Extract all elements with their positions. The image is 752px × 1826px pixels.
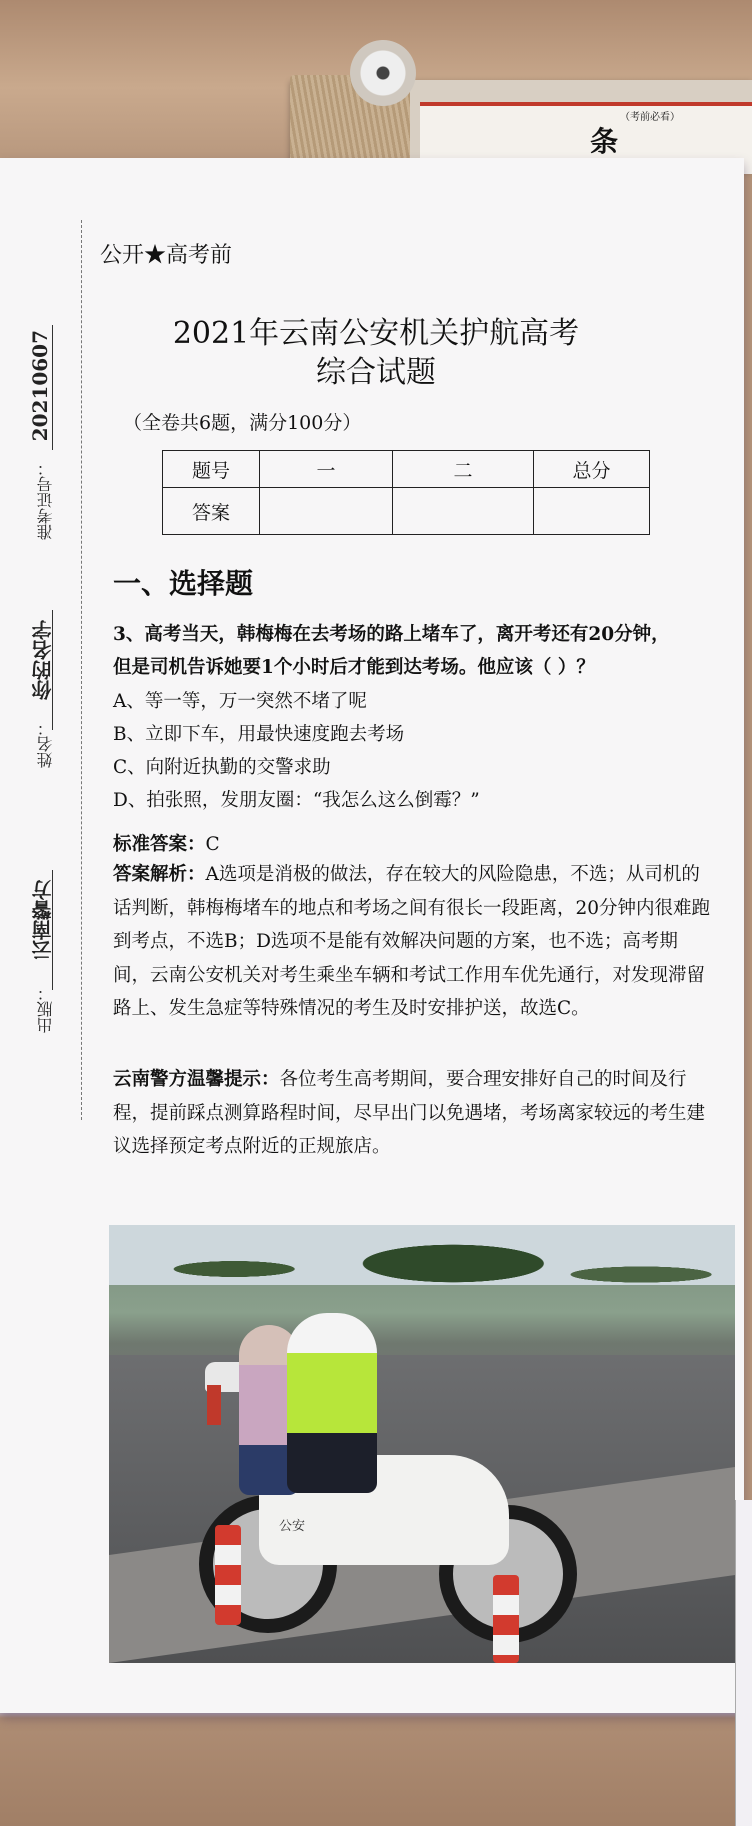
exam-id-value: 20210607 — [28, 330, 52, 442]
photo-police-rider — [287, 1313, 377, 1493]
tip-label: 云南警方温馨提示： — [113, 1069, 280, 1090]
exam-title: 2021年云南公安机关护航高考 — [172, 316, 580, 351]
exam-id-label: 准考证号： — [36, 460, 55, 540]
analysis-label: 答案解析： — [113, 864, 206, 885]
standard-answer — [113, 830, 220, 856]
publisher-label: 出版： — [36, 985, 55, 1033]
photo-bollard — [215, 1525, 241, 1625]
section-title: 一、选择题 — [113, 567, 254, 600]
answer-cell — [534, 488, 650, 535]
police-tip — [113, 1063, 713, 1164]
option-a: A、等一等，万一突然不堵了呢 — [113, 691, 367, 712]
answer-cell — [393, 488, 534, 535]
option-b: B、立即下车，用最快速度跑去考场 — [113, 724, 405, 745]
envelope-small-label: （考前必看） — [620, 112, 680, 123]
exam-note: （全卷共6题，满分100分） — [123, 412, 362, 434]
score-table-answer-row — [163, 488, 650, 535]
exam-subtitle: 综合试题 — [316, 355, 436, 390]
score-table — [162, 450, 650, 535]
answer-row-label: 答案 — [163, 488, 260, 535]
score-header-cell: 总分 — [534, 451, 650, 488]
score-table-header-row — [163, 451, 650, 488]
score-header-cell: 题号 — [163, 451, 260, 488]
traffic-police-photo — [109, 1225, 735, 1663]
envelope-button — [350, 40, 416, 106]
ruler-decoration — [735, 1500, 752, 1826]
standard-answer-value: C — [205, 834, 220, 855]
classification-tag: 公开★高考前 — [100, 243, 233, 268]
publisher-value: 云南警方 — [31, 880, 55, 960]
publisher-underline — [52, 870, 53, 990]
score-header-cell: 二 — [393, 451, 534, 488]
question-line-1: 3、高考当天，韩梅梅在去考场的路上堵车了，离开考还有20分钟， — [113, 624, 670, 645]
photo-trees — [109, 1225, 735, 1335]
name-underline — [52, 610, 53, 730]
name-value: 你的名字 — [31, 620, 55, 700]
option-c: C、向附近执勤的交警求助 — [113, 757, 331, 778]
standard-answer-label: 标准答案： — [113, 834, 206, 855]
motorcycle-label: 公安 — [279, 1519, 306, 1534]
photo-beacon — [207, 1385, 221, 1425]
option-d: D、拍张照，发朋友圈：“我怎么这么倒霉？” — [113, 790, 480, 811]
envelope-big-char: 条 — [590, 125, 619, 158]
name-label: 姓名： — [36, 720, 55, 768]
photo-bollard — [493, 1575, 519, 1663]
answer-analysis — [113, 858, 713, 1026]
desk-bottom — [0, 1700, 752, 1826]
tip-text: 各位考生高考期间，要合理安排好自己的时间及行程，提前踩点测算路程时间，尽早出门以免遇堵，考场离家较远的考生建议选择预定考点附近的正规旅店。 — [113, 1069, 706, 1157]
analysis-text: A选项是消极的做法，存在较大的风险隐患，不选；从司机的话判断，韩梅梅堵车的地点和考场之间有很长一段距离，20分钟内很难跑到考点，不选B；D选项不是能有效解决问题的方案，也不选；高考期间，云南公安机关对考生乘坐车辆和考试工作用车优先通行，对发现滞留路上、发生急症等特殊情况的考生及时安排护送，故选C。 — [113, 864, 711, 1019]
answer-cell — [260, 488, 393, 535]
score-header-cell: 一 — [260, 451, 393, 488]
question-line-2: 但是司机告诉她要1个小时后才能到达考场。他应该（ ）？ — [113, 657, 595, 678]
